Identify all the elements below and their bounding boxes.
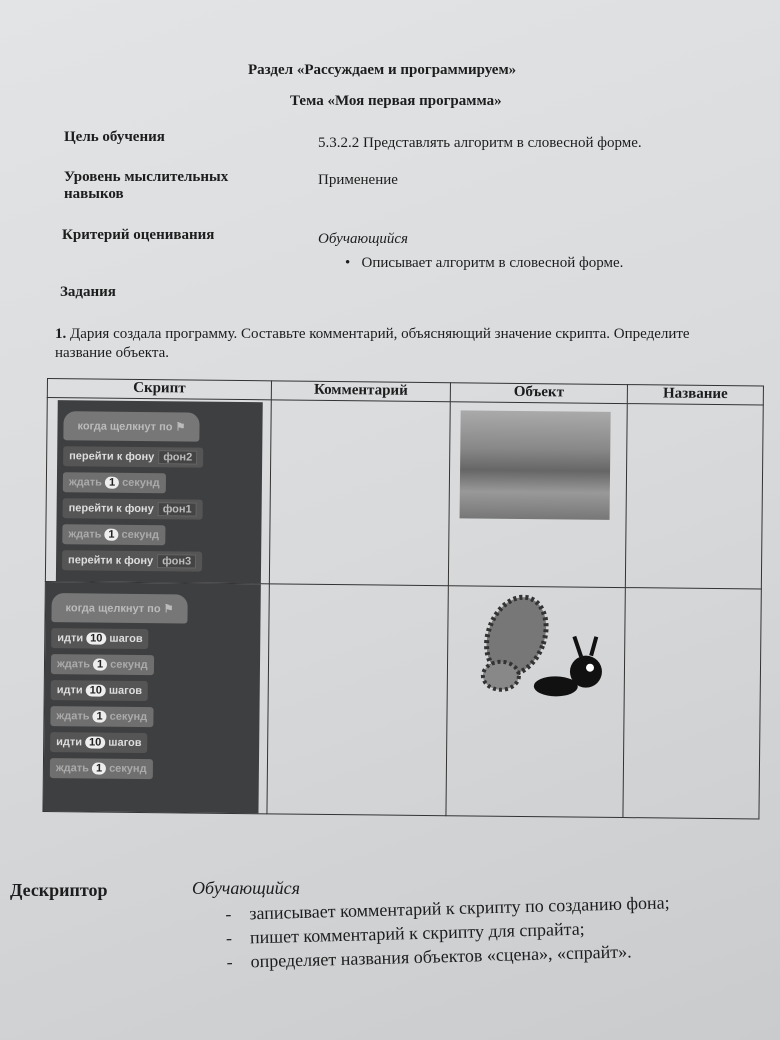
comment-cell-2[interactable]: [267, 584, 448, 816]
header-object: Объект: [450, 383, 627, 404]
task-table: [42, 378, 764, 819]
criteria-label: Критерий оценивания: [62, 227, 215, 243]
task-number: 1.: [55, 326, 67, 342]
wait-block: ждать 1 секунд: [62, 524, 165, 545]
criteria-item-text: Описывает алгоритм в словесной форме.: [361, 255, 624, 271]
name-cell-2[interactable]: [623, 588, 761, 819]
wait-block: ждать 1 секунд: [51, 654, 154, 675]
criteria-subject: Обучающийся: [318, 231, 409, 247]
header-comment: Комментарий: [271, 381, 450, 402]
descriptor-item: - определяет названия объектов «сцена», «спрайт».: [226, 941, 632, 972]
descriptor-item: - записывает комментарий к скрипту по созданию фона;: [225, 892, 670, 924]
comment-cell-1[interactable]: [269, 400, 450, 586]
move-block: идти 10 шагов: [51, 628, 149, 649]
header-name: Название: [627, 385, 763, 405]
criteria-item: • Описывает алгоритм в словесной форме.: [345, 255, 624, 271]
move-block: идти 10 шагов: [50, 732, 148, 753]
level-value: Применение: [318, 172, 398, 188]
goal-value: 5.3.2.2 Представлять алгоритм в словесной форме.: [318, 135, 642, 151]
object-cell-2: [446, 586, 625, 818]
green-flag-icon: ⚑: [175, 421, 186, 434]
green-flag-icon: ⚑: [163, 603, 174, 616]
header-script: Скрипт: [47, 379, 271, 400]
switch-backdrop-block: перейти к фону фон1: [63, 498, 203, 519]
move-block: идти 10 шагов: [51, 680, 149, 701]
object-cell-1: [448, 402, 627, 588]
tasks-label: Задания: [60, 284, 116, 300]
topic-title: Тема «Моя первая программа»: [290, 93, 502, 109]
wait-block: ждать 1 секунд: [63, 472, 166, 493]
level-label: Уровень мыслительных навыков: [64, 169, 229, 202]
task-1: [55, 325, 745, 363]
switch-backdrop-block: перейти к фону фон3: [62, 550, 202, 571]
section-title: Раздел «Рассуждаем и программируем»: [248, 62, 517, 78]
when-flag-clicked-block: когда щелкнут по ⚑: [63, 411, 199, 441]
wait-block: ждать 1 секунд: [50, 706, 153, 727]
task-text: Дария создала программу. Составьте комментарий, объясняющий значение скрипта. Определите название объекта.: [55, 326, 690, 361]
landscape-backdrop-image: [460, 410, 611, 520]
descriptor-item: - пишет комментарий к скрипту для спрайта;: [225, 918, 585, 948]
descriptor-label: Дескриптор: [10, 880, 108, 900]
descriptor-subject: Обучающийся: [192, 878, 301, 898]
switch-backdrop-block: перейти к фону фон2: [63, 446, 203, 467]
script-backdrop: [56, 400, 263, 583]
butterfly-sprite-image: [455, 590, 616, 722]
wait-block: ждать 1 секунд: [50, 758, 153, 779]
name-cell-1[interactable]: [625, 404, 763, 589]
script-backdrop: [43, 582, 260, 813]
goal-label: Цель обучения: [64, 129, 165, 145]
when-flag-clicked-block: когда щелкнут по ⚑: [51, 593, 187, 623]
descriptor-list: [225, 890, 671, 974]
